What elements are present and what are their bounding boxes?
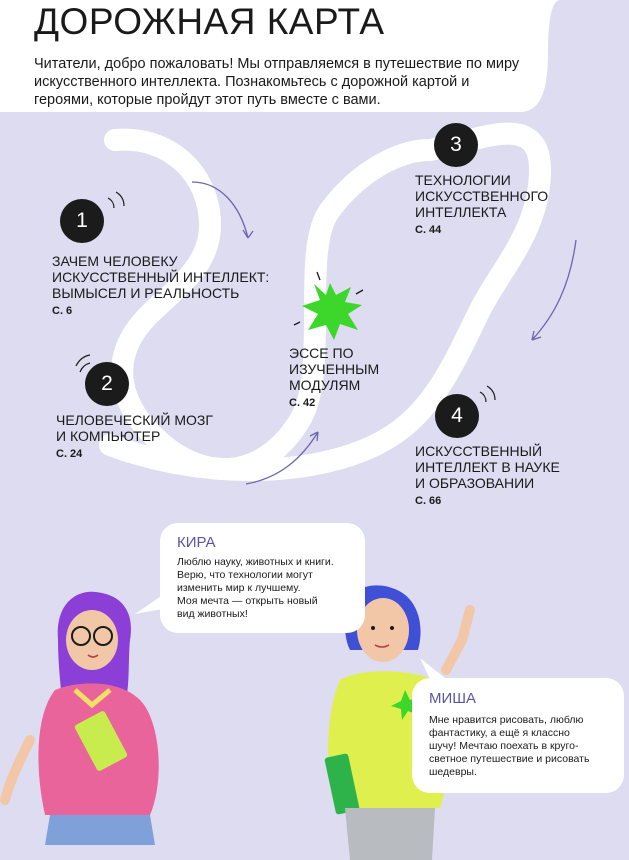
misha-name: МИША	[429, 690, 477, 707]
step-4-page: С. 66	[415, 495, 442, 507]
step-1-number: 1	[60, 199, 104, 243]
essay-page: С. 42	[289, 397, 316, 409]
step-3-number: 3	[434, 123, 478, 167]
misha-description: Мне нравится рисовать, люблю фантастику, а ещё я классно шучу! Мечтаю поехать в круго- светное путешествие и рисовать шедевры.	[429, 714, 590, 778]
step-2-number: 2	[85, 362, 129, 406]
misha-speech-bubble	[412, 678, 624, 793]
step-3-page: С. 44	[415, 224, 442, 236]
step-2-title: ЧЕЛОВЕЧЕСКИЙ МОЗГ И КОМПЬЮТЕР	[56, 412, 213, 444]
kira-illustration	[5, 592, 159, 845]
step-4-title: ИСКУССТВЕННЫЙ ИНТЕЛЛЕКТ В НАУКЕ И ОБРАЗОВАНИИ	[415, 443, 560, 491]
kira-speech-bubble	[160, 523, 365, 633]
kira-name: КИРА	[177, 534, 216, 551]
step-4-number: 4	[435, 394, 479, 438]
step-3-title: ТЕХНОЛОГИИ ИСКУССТВЕННОГО ИНТЕЛЛЕКТА	[415, 172, 549, 220]
step-1-title: ЗАЧЕМ ЧЕЛОВЕКУ ИСКУССТВЕННЫЙ ИНТЕЛЛЕКТ: ВЫМЫСЕЛ И РЕАЛЬНОСТЬ	[52, 253, 270, 301]
step-2-page: С. 24	[56, 448, 83, 460]
step-1-page: С. 6	[52, 305, 73, 317]
kira-description: Люблю науку, животных и книги. Верю, что технологии могут изменить мир к лучшему. Моя мечта — открыть новый вид животных!	[177, 556, 334, 620]
essay-title: ЭССЕ ПО ИЗУЧЕННЫМ МОДУЛЯМ	[289, 345, 380, 393]
intro-text: Читатели, добро пожаловать! Мы отправляемся в путешествие по миру искусственного интеллекта. Познакомьтесь с дорожной картой и героями, которые пройдут этот путь вместе с вами.	[34, 56, 520, 108]
page-title: ДОРОЖНАЯ КАРТА	[34, 1, 385, 42]
